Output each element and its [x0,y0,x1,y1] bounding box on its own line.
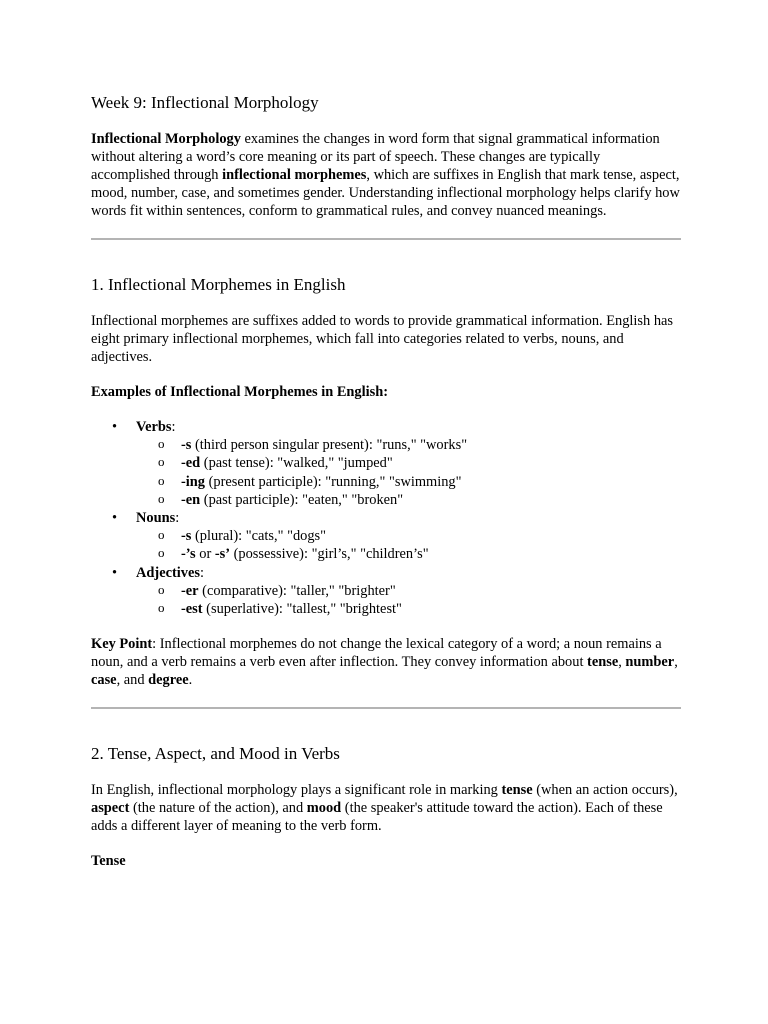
paragraph-text: (the speaker's attitude toward the action). Each of these adds a different layer of meaning to the verb form. [91,800,663,835]
key-term: tense [587,654,619,671]
paragraph-text: (the nature of the action), and [129,800,307,817]
list-item [136,491,681,509]
intro-term-morphemes: inflectional morphemes [222,167,367,183]
category-label: Verbs [136,419,172,435]
divider [91,238,681,240]
list-item [136,527,681,545]
paragraph-text: In English, inflectional morphology plays a significant role in marking [91,782,502,799]
document-body [91,92,681,870]
sub-bullet-icon: o [158,436,165,452]
paragraph-text: (when an action occurs), [532,782,678,799]
suffix-description: (superlative): "tallest," "brightest" [202,601,402,618]
category-nouns [91,509,681,564]
morpheme-category-list [91,418,681,618]
section-1-paragraph: Inflectional morphemes are suffixes added to words to provide grammatical information. English has eight primary inflectional morphemes, which fall into categories related to verbs, nouns, and adjectives. [91,313,673,365]
punctuation: , [674,654,678,671]
colon: : [175,510,180,527]
key-point-label: Key Point [91,636,153,653]
suffix-description: (present participle): "running," "swimming" [205,473,462,490]
category-verbs [91,418,681,509]
suffix-description: (past participle): "eaten," "broken" [200,491,404,508]
key-term: degree [148,672,189,689]
examples-heading [91,383,681,401]
tense-subheading [91,852,681,870]
suffix-description: (past tense): "walked," "jumped" [200,455,393,472]
punctuation: , [618,654,626,671]
suffix: -s [181,437,192,454]
key-point-text: : Inflectional morphemes do not change the lexical category of a word; a noun remains a noun, and a verb remains a verb even after inflection. They convey information about [91,636,662,671]
list-item [136,454,681,472]
section-1-heading: 1. Inflectional Morphemes in English [91,275,346,294]
category-label: Adjectives [136,564,200,581]
list-item [136,436,681,454]
punctuation: , and [116,672,149,689]
section-2-paragraph [91,781,681,835]
sub-bullet-icon: o [158,581,165,597]
sub-bullet-icon: o [158,527,165,543]
suffix: -’s [181,546,196,563]
adjective-morpheme-list [136,582,681,618]
key-term: tense [501,782,533,799]
suffix: -s [181,528,192,545]
divider [91,707,681,709]
list-item [136,582,681,600]
sub-bullet-icon: o [158,545,165,561]
suffix: -er [181,582,199,599]
conjunction: or [195,546,215,563]
examples-heading-text: Examples of Inflectional Morphemes in English: [91,384,389,400]
colon: : [199,564,204,581]
key-term: number [625,654,675,671]
intro-text-1: examines the changes in word form that signal grammatical information without altering a word’s core meaning or its part of speech. These changes are typically accomplished through [91,131,660,183]
suffix-description: (plural): "cats," "dogs" [191,528,327,545]
intro-text-2: , which are suffixes in English that mark tense, aspect, mood, number, case, and sometimes gender. Understanding inflectional morphology helps clarify how words fit within sentences, conform to grammatical rules, and convey nuanced meanings. [91,167,680,219]
suffix: -en [181,491,201,508]
punctuation: . [188,672,193,689]
category-label: Nouns [136,510,176,527]
intro-paragraph [91,130,681,220]
sub-bullet-icon: o [158,472,165,488]
sub-bullet-icon: o [158,454,165,470]
list-item [136,600,681,618]
key-point-paragraph [91,635,681,689]
bullet-icon: • [112,564,118,581]
sub-bullet-icon: o [158,600,165,616]
list-item [136,545,681,563]
verb-morpheme-list [136,436,681,509]
list-item [136,473,681,491]
sub-bullet-icon: o [158,490,165,506]
suffix-description: (possessive): "girl’s," "children’s" [230,546,429,563]
key-term: mood [306,800,342,817]
noun-morpheme-list [136,527,681,563]
bullet-icon: • [112,419,118,435]
section-2-heading: 2. Tense, Aspect, and Mood in Verbs [91,744,340,764]
category-adjectives [91,564,681,619]
suffix: -est [181,601,203,618]
suffix: -ed [181,455,201,472]
suffix: -ing [181,473,205,490]
key-term: aspect [91,800,130,817]
bullet-icon: • [112,510,118,527]
suffix-description: (third person singular present): "runs," "works" [191,437,468,454]
suffix-alt: -s’ [214,546,231,563]
subheading-text: Tense [91,853,126,870]
page-title: Week 9: Inflectional Morphology [91,93,319,112]
intro-term: Inflectional Morphology [91,131,241,147]
key-term: case [91,672,117,689]
colon: : [171,419,176,435]
suffix-description: (comparative): "taller," "brighter" [198,582,396,599]
